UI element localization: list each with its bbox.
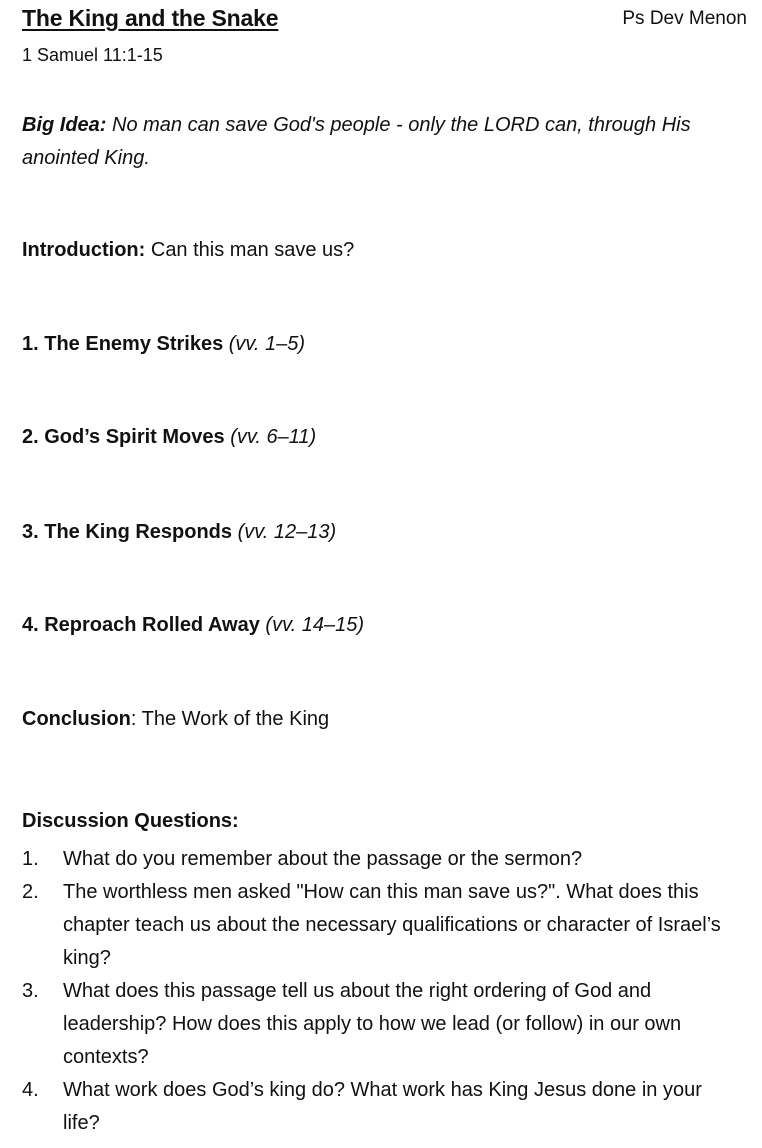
list-item [22, 975, 742, 1074]
outline-point-1 [22, 333, 305, 356]
page-title: The King and the Snake [22, 5, 279, 31]
list-item [22, 876, 742, 975]
introduction-label: Introduction: [22, 239, 146, 261]
big-idea [22, 109, 742, 175]
outline-point-label: 3. The King Responds [22, 521, 233, 543]
outline-point-verses: (vv. 14–15) [259, 614, 364, 636]
outline-point-label: 2. God’s Spirit Moves [22, 426, 225, 448]
question-text: What work does God’s king do? What work has King Jesus done in your life? [63, 1079, 702, 1134]
outline-point-label: 1. The Enemy Strikes [22, 333, 224, 355]
outline-point-2 [22, 426, 316, 449]
discussion-questions-heading: Discussion Questions: [22, 810, 239, 832]
outline-point-label: 4. Reproach Rolled Away [22, 614, 260, 636]
outline-point-verses: (vv. 6–11) [224, 426, 317, 448]
conclusion [22, 708, 329, 731]
author-name: Ps Dev Menon [622, 8, 747, 29]
question-text: The worthless men asked "How can this man save us?". What does this chapter teach us about the necessary qualifications or character of Israel’s king? [63, 881, 721, 969]
question-number: 2. [22, 881, 39, 903]
outline-point-3 [22, 521, 336, 544]
question-number: 4. [22, 1079, 39, 1101]
question-number: 3. [22, 980, 39, 1002]
discussion-questions-list [22, 843, 742, 1140]
introduction-text: Can this man save us? [145, 239, 355, 261]
introduction [22, 239, 354, 262]
question-number: 1. [22, 848, 39, 870]
question-text: What do you remember about the passage or the sermon? [63, 848, 583, 870]
big-idea-label: Big Idea: [22, 114, 107, 136]
outline-point-verses: (vv. 12–13) [232, 521, 337, 543]
scripture-reference: 1 Samuel 11:1-15 [22, 45, 163, 65]
outline-point-verses: (vv. 1–5) [223, 333, 306, 355]
conclusion-label: Conclusion [22, 708, 131, 730]
list-item [22, 1074, 742, 1140]
outline-point-4 [22, 614, 364, 637]
big-idea-text: No man can save God's people - only the LORD can, through His anointed King. [22, 114, 691, 169]
conclusion-text: : The Work of the King [130, 708, 330, 730]
question-text: What does this passage tell us about the right ordering of God and leadership? How does this apply to how we lead (or follow) in our own contexts? [63, 980, 682, 1068]
list-item [22, 843, 742, 876]
